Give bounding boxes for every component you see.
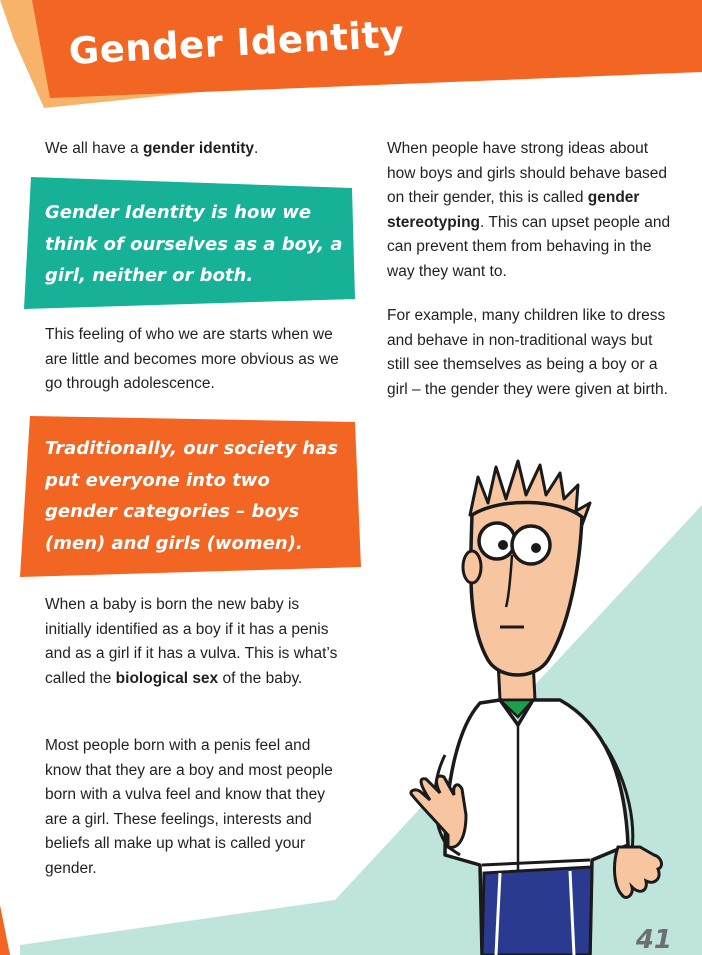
left-hand xyxy=(411,776,466,847)
intro-bold-term: gender identity xyxy=(142,140,255,157)
left-pupil xyxy=(498,540,508,550)
right-hand xyxy=(615,847,662,897)
intro-paragraph: We all have a gender identity. xyxy=(45,140,259,157)
left-eye xyxy=(479,523,515,559)
ear xyxy=(463,551,481,583)
feeling-paragraph: This feeling of who we are starts when we are little and becomes more obvious as we go through adolescence. xyxy=(45,326,339,392)
right-eye xyxy=(512,526,550,564)
cartoon-boy-illustration xyxy=(400,455,680,955)
callout-orange-text: Traditionally, our society has put everyone into two gender categories – boys (men) and girls (women). xyxy=(45,438,338,554)
biological-sex-term: biological sex xyxy=(115,669,219,687)
page-number: 41 xyxy=(635,925,672,955)
callout-teal-text: Gender Identity is how we think of ourselves as a boy, a girl, neither or both. xyxy=(45,202,343,286)
corner-accent xyxy=(0,905,10,955)
right-pupil xyxy=(531,543,541,553)
gender-stereotyping-term: gender stereotyping xyxy=(387,189,640,231)
example-paragraph: For example, many children like to dress and behave in non-traditional ways but still see themselves as being a boy or a girl – the gender they were given at birth. xyxy=(387,307,668,398)
baby-paragraph: When a baby is born the new baby is initially identified as a boy if it has a penis and as a girl if it has a vulva. This is what’s called the biological sex of the baby. xyxy=(45,596,338,687)
stereotype-paragraph: When people have strong ideas about how boys and girls should behave based on their gender, this is called gender stereotyping. This can upset people and can prevent them from behaving in the way they want to. xyxy=(387,140,671,280)
most-people-paragraph: Most people born with a penis feel and know that they are a boy and most people born with a vulva feel and know that they are a girl. These feelings, interests and beliefs all make up what is called your gender. xyxy=(45,737,333,877)
page-title: Gender Identity xyxy=(67,12,406,73)
